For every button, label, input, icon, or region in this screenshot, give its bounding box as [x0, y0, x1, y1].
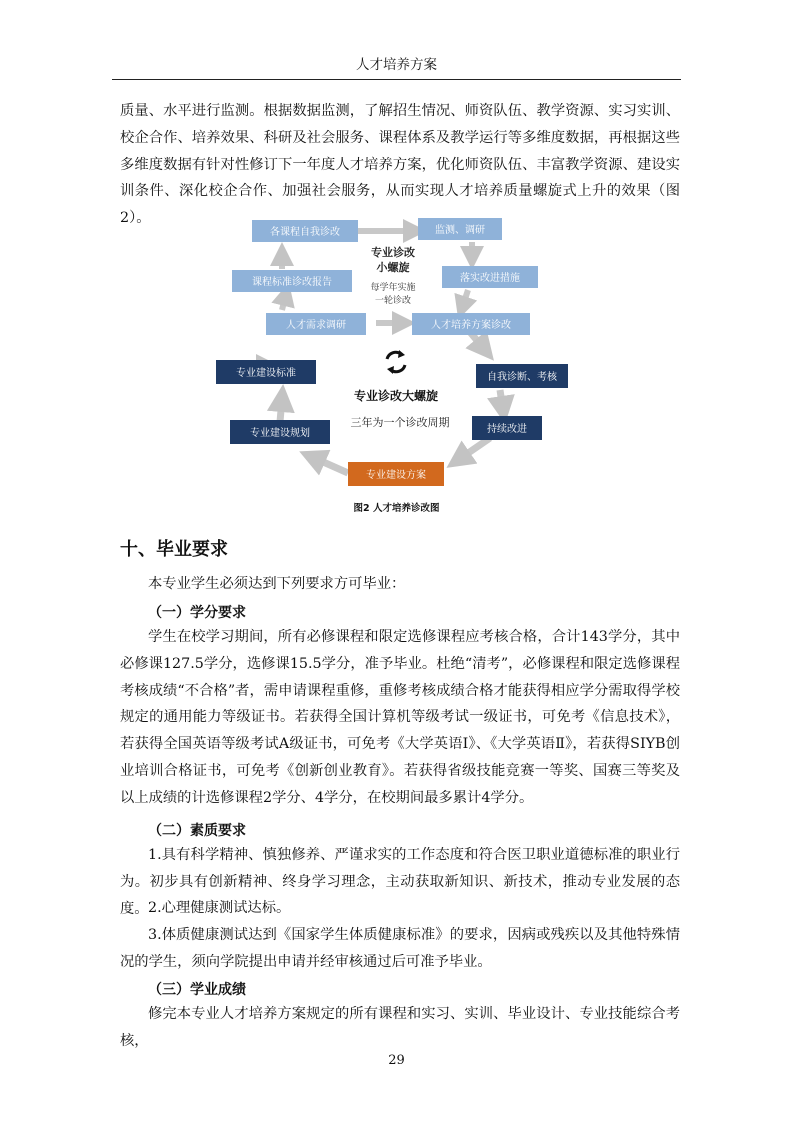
big-spiral-note: 三年为一个诊改周期	[350, 416, 450, 429]
box-plan-revise-label: 人才培养方案诊改	[431, 320, 511, 331]
box-scheme	[348, 462, 444, 486]
intro-paragraph: 质量、水平进行监测。根据数据监测，了解招生情况、师资队伍、教学资源、实习实训、校企合作、培养效果、科研及社会服务、课程体系及教学运行等多维度数据，再根据这些多维度数据有针对性修订下一年度人才培养方案，优化师资队伍、丰富教学资源、建设实训条件、深化校企合作、加强社会服务，从而实现人才培养质量螺旋式上升的效果（图2）。	[120, 103, 680, 227]
figure-caption: 图2 人才培养诊改图	[353, 503, 440, 514]
box-continuous-label: 持续改进	[487, 424, 527, 435]
small-spiral-note-1: 每学年实施	[370, 283, 416, 293]
page-header-title: 人才培养方案	[356, 57, 437, 73]
box-course-self	[252, 220, 358, 242]
box-planning-label: 专业建设规划	[250, 428, 310, 439]
box-standard	[216, 360, 316, 384]
small-spiral-note-2: 一轮诊改	[374, 296, 412, 306]
section-intro: 本专业学生必须达到下列要求方可毕业：	[148, 576, 406, 592]
box-plan-revise	[412, 313, 530, 335]
small-spiral-title-2: 小螺旋	[376, 261, 410, 274]
sub2-item3: 3.体质健康测试达到《国家学生体质健康标准》的要求，因病或残疾以及其他特殊情况的学生，须向学院提出申请并经审核通过后可准予毕业。	[120, 927, 680, 970]
page-number: 29	[388, 1053, 405, 1068]
box-standard-label: 专业建设标准	[236, 368, 296, 379]
box-scheme-label: 专业建设方案	[366, 470, 426, 481]
sub1-title: （一）学分要求	[148, 605, 246, 621]
box-course-report	[232, 270, 352, 292]
header-divider	[112, 79, 681, 80]
big-spiral-title: 专业诊改大螺旋	[353, 389, 439, 403]
box-self-check-label: 自我诊断、考核	[487, 372, 557, 383]
sub1-text: 学生在校学习期间，所有必修课程和限定选修课程应考核合格，合计143学分，其中必修课127.5学分，选修课15.5学分，准予毕业。杜绝“清考”，必修课程和限定选修课程考核成绩“不合格”者，需申请课程重修，重修考核成绩合格才能获得相应学分需取得学校规定的通用能力等级证书。若获得全国计算机等级考试一级证书，可免考《信息技术》，若获得全国英语等级考试A级证书，可免考《大学英语Ⅰ》、《大学英语Ⅱ》，若获得SIYB创业培训合格证书，可免考《创新创业教育》。若获得省级技能竞赛一等奖、国赛三等奖及以上成绩的计选修课程2学分、4学分，在校期间最多累计4学分。	[120, 629, 680, 806]
box-talent-survey-label: 人才需求调研	[286, 320, 346, 331]
sub2-item2: 2.心理健康测试达标。	[148, 900, 291, 916]
box-course-self-label: 各课程自我诊改	[270, 227, 340, 238]
box-planning	[230, 420, 330, 444]
box-self-check	[476, 364, 568, 388]
small-spiral-title-1: 专业诊改	[371, 246, 415, 259]
box-implement	[442, 266, 538, 288]
sub3-text: 修完本专业人才培养方案规定的所有课程和实习、实训、毕业设计、专业技能综合考核，	[120, 1006, 680, 1049]
cycle-icon	[387, 350, 405, 374]
sub2-title: （二）素质要求	[148, 823, 246, 839]
box-continuous	[472, 416, 542, 440]
box-implement-label: 落实改进措施	[460, 273, 520, 284]
sub3-title: （三）学业成绩	[148, 982, 246, 998]
box-course-report-label: 课程标准诊改报告	[252, 277, 332, 288]
box-talent-survey	[266, 313, 366, 335]
section-title: 十、毕业要求	[120, 539, 228, 560]
box-monitor-label: 监测、调研	[435, 225, 485, 236]
sub2-item1: 1.具有科学精神、慎独修养、严谨求实的工作态度和符合医卫职业道德标准的职业行为。初步具有创新精神、终身学习理念，主动获取新知识、新技术，推动专业发展的态度。	[120, 847, 680, 917]
box-monitor	[418, 218, 502, 240]
diagnosis-diagram	[200, 210, 592, 502]
